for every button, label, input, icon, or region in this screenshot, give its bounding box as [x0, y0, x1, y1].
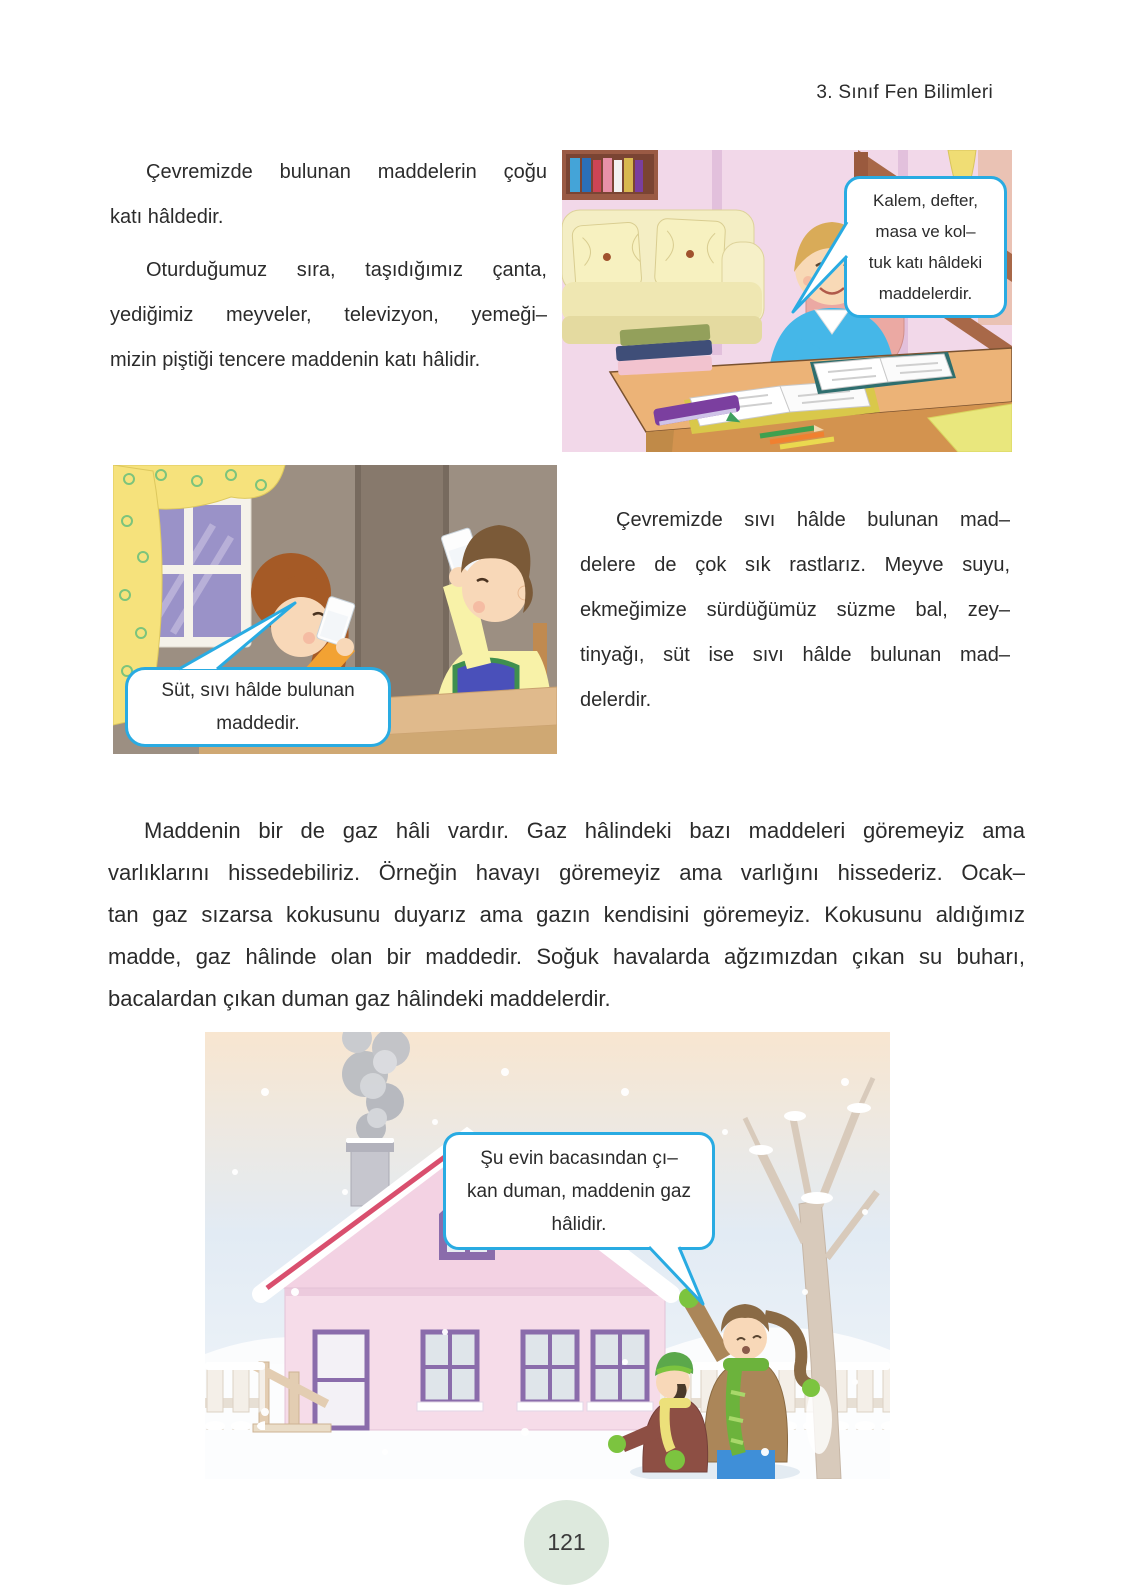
paragraph-gas: [108, 810, 1025, 1020]
bubble-line: Kalem, defter,: [873, 191, 978, 210]
text-line: tinyağı, süt ise sıvı hâlde bulunan mad–: [580, 644, 1010, 666]
text-line: yediğimiz meyveler, televizyon, yemeği–: [110, 304, 547, 326]
text-line: Çevremizde bulunan maddelerin çoğu: [146, 161, 547, 183]
bubble-line: masa ve kol–: [875, 222, 976, 241]
page-number-badge: [524, 1500, 609, 1585]
text-line: katı hâldedir.: [110, 206, 224, 228]
speech-bubble-liquid: [125, 667, 391, 747]
text-line: Maddenin bir de gaz hâli vardır. Gaz hâlindeki bazı maddeleri göremeyiz ama: [144, 818, 1025, 843]
text-line: tan gaz sızarsa kokusunu duyarız ama gazın kendisini göremeyiz. Kokusunu aldığımız: [108, 902, 1025, 927]
bubble-line: kan duman, maddenin gaz: [467, 1180, 691, 1202]
illustration-gas: [205, 1032, 890, 1479]
door: [315, 1332, 367, 1428]
bubble-line: hâlidir.: [551, 1213, 607, 1235]
page-header-title: 3. Sınıf Fen Bilimleri: [816, 82, 993, 103]
paragraph-liquid: [580, 498, 1010, 723]
speech-bubble-solid: [844, 176, 1007, 318]
bubble-line: maddelerdir.: [878, 284, 973, 303]
bubble-line: Şu evin bacasından çı–: [480, 1147, 678, 1169]
book-stack: [616, 324, 713, 376]
text-line: ekmeğimize sürdüğümüz süzme bal, zey–: [580, 599, 1010, 621]
text-line: delerdir.: [580, 689, 652, 711]
sofa: [562, 210, 764, 344]
text-line: Oturduğumuz sıra, taşıdığımız çanta,: [146, 259, 547, 281]
text-line: Çevremizde sıvı hâlde bulunan mad–: [616, 509, 1010, 531]
bookshelf: [562, 150, 658, 200]
speech-bubble-gas: [443, 1132, 715, 1250]
text-line: bacalardan çıkan duman gaz hâlindeki maddelerdir.: [108, 986, 611, 1011]
page-number: 121: [547, 1529, 586, 1555]
bubble-line: Süt, sıvı hâlde bulunan: [161, 680, 355, 701]
illustration-liquids: [113, 465, 557, 754]
text-line: varlıklarını hissedebiliriz. Örneğin havayı göremeyiz ama varlığını hissederiz. Ocak–: [108, 860, 1025, 885]
bubble-line: tuk katı hâldeki: [868, 253, 983, 272]
gas-scene: [205, 1032, 890, 1479]
paragraph-solid-examples: [110, 248, 547, 383]
window: [517, 1332, 583, 1411]
window: [587, 1332, 653, 1411]
bubble-line: maddedir.: [216, 713, 300, 734]
paragraph-solid-intro: [110, 150, 547, 240]
text-line: madde, gaz hâlinde olan bir maddedir. Soğuk havalarda ağzımızdan çıkan su buharı,: [108, 944, 1025, 969]
illustration-solids: [562, 150, 1012, 452]
text-line: delere de çok sık rastlarız. Meyve suyu,: [580, 554, 1010, 576]
text-line: mizin piştiği tencere maddenin katı hâlidir.: [110, 349, 481, 371]
window: [417, 1332, 483, 1411]
